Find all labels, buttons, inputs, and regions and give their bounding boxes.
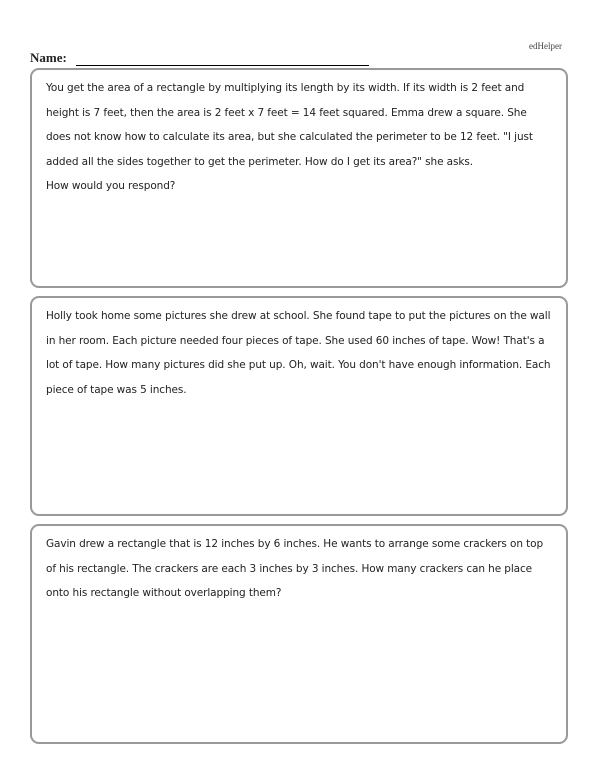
name-label: Name: (30, 50, 67, 65)
problem-2-text: Holly took home some pictures she drew at school. She found tape to put the pictures on the wall in her room. Each picture needed four pieces of tape. She used 60 inches of tape. Wow! That's a lot of tape. How many pictures did she put up. Oh, wait. You don't have enough information. Each piece of tape was 5 inches. (46, 310, 551, 396)
problem-box-1 (30, 68, 568, 288)
problem-1-text: You get the area of a rectangle by multiplying its length by its width. If its width is 2 feet and height is 7 feet, then the area is 2 feet x 7 feet = 14 feet squared. Emma drew a square. She does not know how to calculate its area, but she calculated the perimeter to be 12 feet. "I just added all the sides together to get the perimeter. How do I get its area?" she asks. (46, 82, 533, 168)
problem-box-2 (30, 296, 568, 516)
brand-label: edHelper (529, 41, 562, 51)
problem-1-question: How would you respond? (46, 180, 176, 192)
problem-3-text: Gavin drew a rectangle that is 12 inches by 6 inches. He wants to arrange some crackers on top of his rectangle. The crackers are each 3 inches by 3 inches. How many crackers can he place onto his rectangle without overlapping them? (46, 538, 544, 599)
problem-box-3 (30, 524, 568, 744)
name-line[interactable] (76, 52, 369, 66)
name-field (30, 50, 369, 66)
